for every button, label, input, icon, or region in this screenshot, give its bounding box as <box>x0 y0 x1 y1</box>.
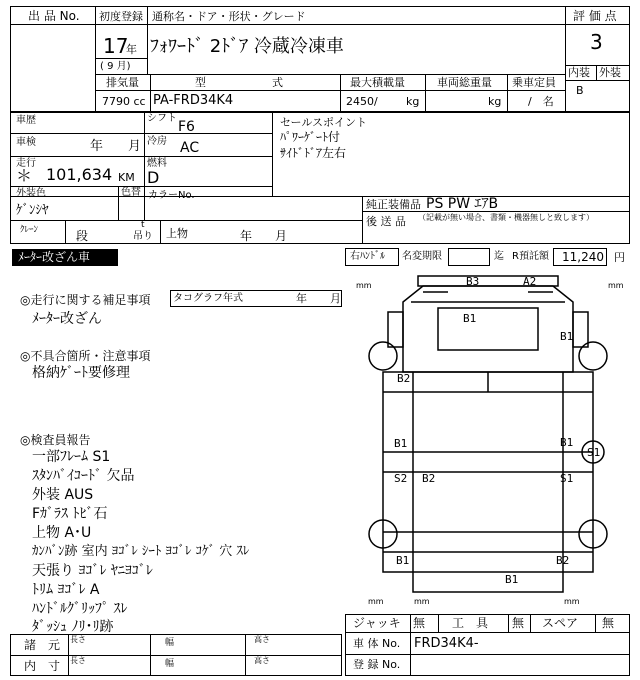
inner-length-label: 長さ <box>70 656 86 665</box>
crane-label: ｸﾚｰﾝ <box>20 225 39 235</box>
ac-value: AC <box>180 140 200 156</box>
running-remarks-title: ◎走行に関する補足事項 <box>20 293 151 307</box>
diagram-mm-top-left: mm <box>356 281 372 290</box>
steering-value: 右ﾊﾝﾄﾞﾙ <box>350 251 385 262</box>
mileage-value: 101,634 <box>46 165 113 184</box>
name-change-until: 迄 <box>494 251 504 262</box>
color-no-label: カラーNo. <box>148 190 195 201</box>
damage-code: B2 <box>422 472 436 485</box>
spare-label: スペア <box>542 616 579 630</box>
displacement-label: 排気量 <box>106 76 139 89</box>
tachograph-year: 年 <box>296 292 307 305</box>
inspection-month: 月 <box>128 139 142 154</box>
after-shipping-label: 後 送 品 <box>366 215 406 228</box>
overall-score: 3 <box>590 30 603 54</box>
damage-code: B1 <box>394 437 408 450</box>
tachograph-month: 月 <box>330 292 341 305</box>
max-load-unit: kg <box>406 95 420 108</box>
capacity-label: 乗車定員 <box>512 76 556 89</box>
diagram-mm-bottom-mid: mm <box>414 597 430 606</box>
max-load-label: 最大積載量 <box>350 76 405 89</box>
damage-code: B1 <box>505 573 519 586</box>
sales-point-line1: ﾊﾟﾜｰｹﾞｰﾄ付 <box>280 130 341 144</box>
jack-label: ジャッキ <box>353 616 401 630</box>
diagram-mm-top-right: mm <box>608 281 624 290</box>
upper-month: 月 <box>275 229 288 243</box>
registration-year: 17 <box>103 34 129 58</box>
interior-label: 内装 <box>568 66 590 79</box>
inner-dimensions-label: 内 寸 <box>24 659 61 673</box>
vehicle-damage-diagram <box>343 272 630 614</box>
chassis-no-label: 車 体 No. <box>353 637 401 650</box>
inspector-line: ﾊﾝﾄﾞﾙｸﾞﾘｯﾌﾟ ｽﾚ <box>32 601 128 617</box>
inspection-label: 車検 <box>16 137 36 148</box>
diagram-mm-bottom-right: mm <box>564 597 580 606</box>
damage-code: B1 <box>463 312 477 325</box>
dimensions-label: 諸 元 <box>24 638 61 652</box>
damage-code: A2 <box>523 275 537 288</box>
damage-code: B1 <box>560 436 574 449</box>
mileage-prefix: ＊ <box>16 166 33 185</box>
score-label: 評 価 点 <box>573 9 617 23</box>
fuel-value: D <box>147 168 160 187</box>
sales-point-line2: ｻｲﾄﾞﾄﾞｱ左右 <box>280 146 347 160</box>
mileage-label: 走行 <box>16 158 36 169</box>
damage-code: B2 <box>556 554 570 567</box>
inspector-report-title: ◎検査員報告 <box>20 433 91 447</box>
shift-label: シフト <box>147 113 177 124</box>
inner-width-label: 幅 <box>165 659 175 669</box>
chassis-no-value: FRD34K4- <box>414 636 479 651</box>
damage-code-circled: S1 <box>587 446 601 459</box>
inspector-line: ﾀﾞｯｼｭ ﾉﾘ･ﾘ跡 <box>32 619 114 635</box>
inner-height-label: 高さ <box>254 656 270 665</box>
exterior-color-value: ｹﾞﾝｼﾔ <box>16 203 49 218</box>
tools-value: 無 <box>512 616 525 630</box>
damage-code: B1 <box>396 554 410 567</box>
height-label: 高さ <box>254 635 270 644</box>
interior-grade: B <box>576 84 584 97</box>
gross-weight-label: 車両総重量 <box>437 76 492 89</box>
inspector-line: ｽﾀﾝﾊﾞｲｺｰﾄﾞ 欠品 <box>32 468 135 484</box>
upper-label: 上物 <box>166 227 188 240</box>
sales-point-title: セールスポイント <box>280 116 368 129</box>
exterior-label: 外装 <box>599 66 621 79</box>
crane-ton: t <box>141 220 145 230</box>
inspector-line: 一部ﾌﾚｰﾑ S1 <box>32 449 111 465</box>
damage-code: B3 <box>466 275 480 288</box>
history-label: 車歴 <box>16 115 36 126</box>
name-change-label: 名変期限 <box>402 251 442 262</box>
inspector-line: ﾄﾘﾑ ﾖｺﾞﾚ A <box>32 582 100 598</box>
ac-label: 冷房 <box>147 136 167 147</box>
inspector-line: 天張り ﾖｺﾞﾚ ﾔﾆﾖｺﾞﾚ <box>32 563 153 579</box>
upper-year: 年 <box>240 229 253 243</box>
recycle-fee-unit: 円 <box>614 251 625 264</box>
model-value: PA-FRD34K4 <box>153 93 234 108</box>
tools-label: 工 具 <box>452 616 489 630</box>
name-change-box <box>448 248 490 266</box>
displacement-value: 7790 cc <box>102 95 146 108</box>
defects-note: 格納ｹﾞｰﾄ要修理 <box>32 365 130 381</box>
registration-no-label: 登 録 No. <box>353 658 401 671</box>
fuel-label: 燃料 <box>147 158 167 169</box>
gross-weight-unit: kg <box>488 95 502 108</box>
model-label: 型 式 <box>195 76 283 89</box>
first-registration-label: 初度登録 <box>99 10 143 23</box>
mileage-unit: KM <box>118 171 135 184</box>
recycle-fee-label: R預託額 <box>512 251 549 262</box>
width-label: 幅 <box>165 638 175 648</box>
recycle-fee-value: 11,240 <box>562 250 604 264</box>
damage-code: B1 <box>560 330 574 343</box>
spare-value: 無 <box>602 616 615 630</box>
truck-outline-svg <box>343 272 630 614</box>
defects-title: ◎不具合箇所・注意事項 <box>20 349 151 363</box>
exterior-color-label: 外装色 <box>16 188 46 199</box>
inspector-line: 外装 AUS <box>32 487 94 503</box>
registration-year-unit: 年 <box>126 43 137 56</box>
after-shipping-note: （記載が無い場合、書類・機器無しと致します） <box>418 213 594 222</box>
odometer-tampered-banner: ﾒｰﾀｰ改ざん車 <box>12 249 118 266</box>
registration-month: ( 9 月) <box>100 61 131 72</box>
vehicle-name-label: 通称名・ドア・形状・グレード <box>152 10 306 23</box>
diagram-mm-bottom-left: mm <box>368 597 384 606</box>
max-load-value: 2450/ <box>346 95 378 108</box>
inspector-line: ｶﾝﾊﾞﾝ跡 室内 ﾖｺﾞﾚ ｼｰﾄ ﾖｺﾞﾚ ｺｹﾞ 穴 ｽﾚ <box>32 544 250 559</box>
inspector-line: 上物 A･U <box>32 525 92 541</box>
damage-code: B2 <box>397 372 411 385</box>
inspector-line: Fｶﾞﾗｽ ﾄﾋﾞ石 <box>32 506 108 522</box>
tachograph-label: タコグラフ年式 <box>173 293 243 304</box>
color-change-label: 色替 <box>121 187 141 198</box>
crane-step: 段 <box>76 229 89 243</box>
length-label: 長さ <box>70 635 86 644</box>
equipment-value: PS PW ｴｱB <box>426 196 499 212</box>
running-remarks-note: ﾒｰﾀｰ改ざん <box>32 311 102 327</box>
damage-code: S2 <box>394 472 408 485</box>
vehicle-name: ﾌｫﾜｰﾄﾞ 2ﾄﾞｱ 冷蔵冷凍車 <box>150 36 344 57</box>
capacity-value: / 名 <box>528 95 554 108</box>
lot-no-label: 出 品 No. <box>28 9 80 23</box>
inspection-year: 年 <box>90 139 104 154</box>
equipment-label: 純正装備品 <box>366 198 421 211</box>
jack-value: 無 <box>413 616 426 630</box>
damage-code: S1 <box>560 472 574 485</box>
shift-value: F6 <box>178 119 195 135</box>
crane-hang: 吊り <box>133 231 153 242</box>
